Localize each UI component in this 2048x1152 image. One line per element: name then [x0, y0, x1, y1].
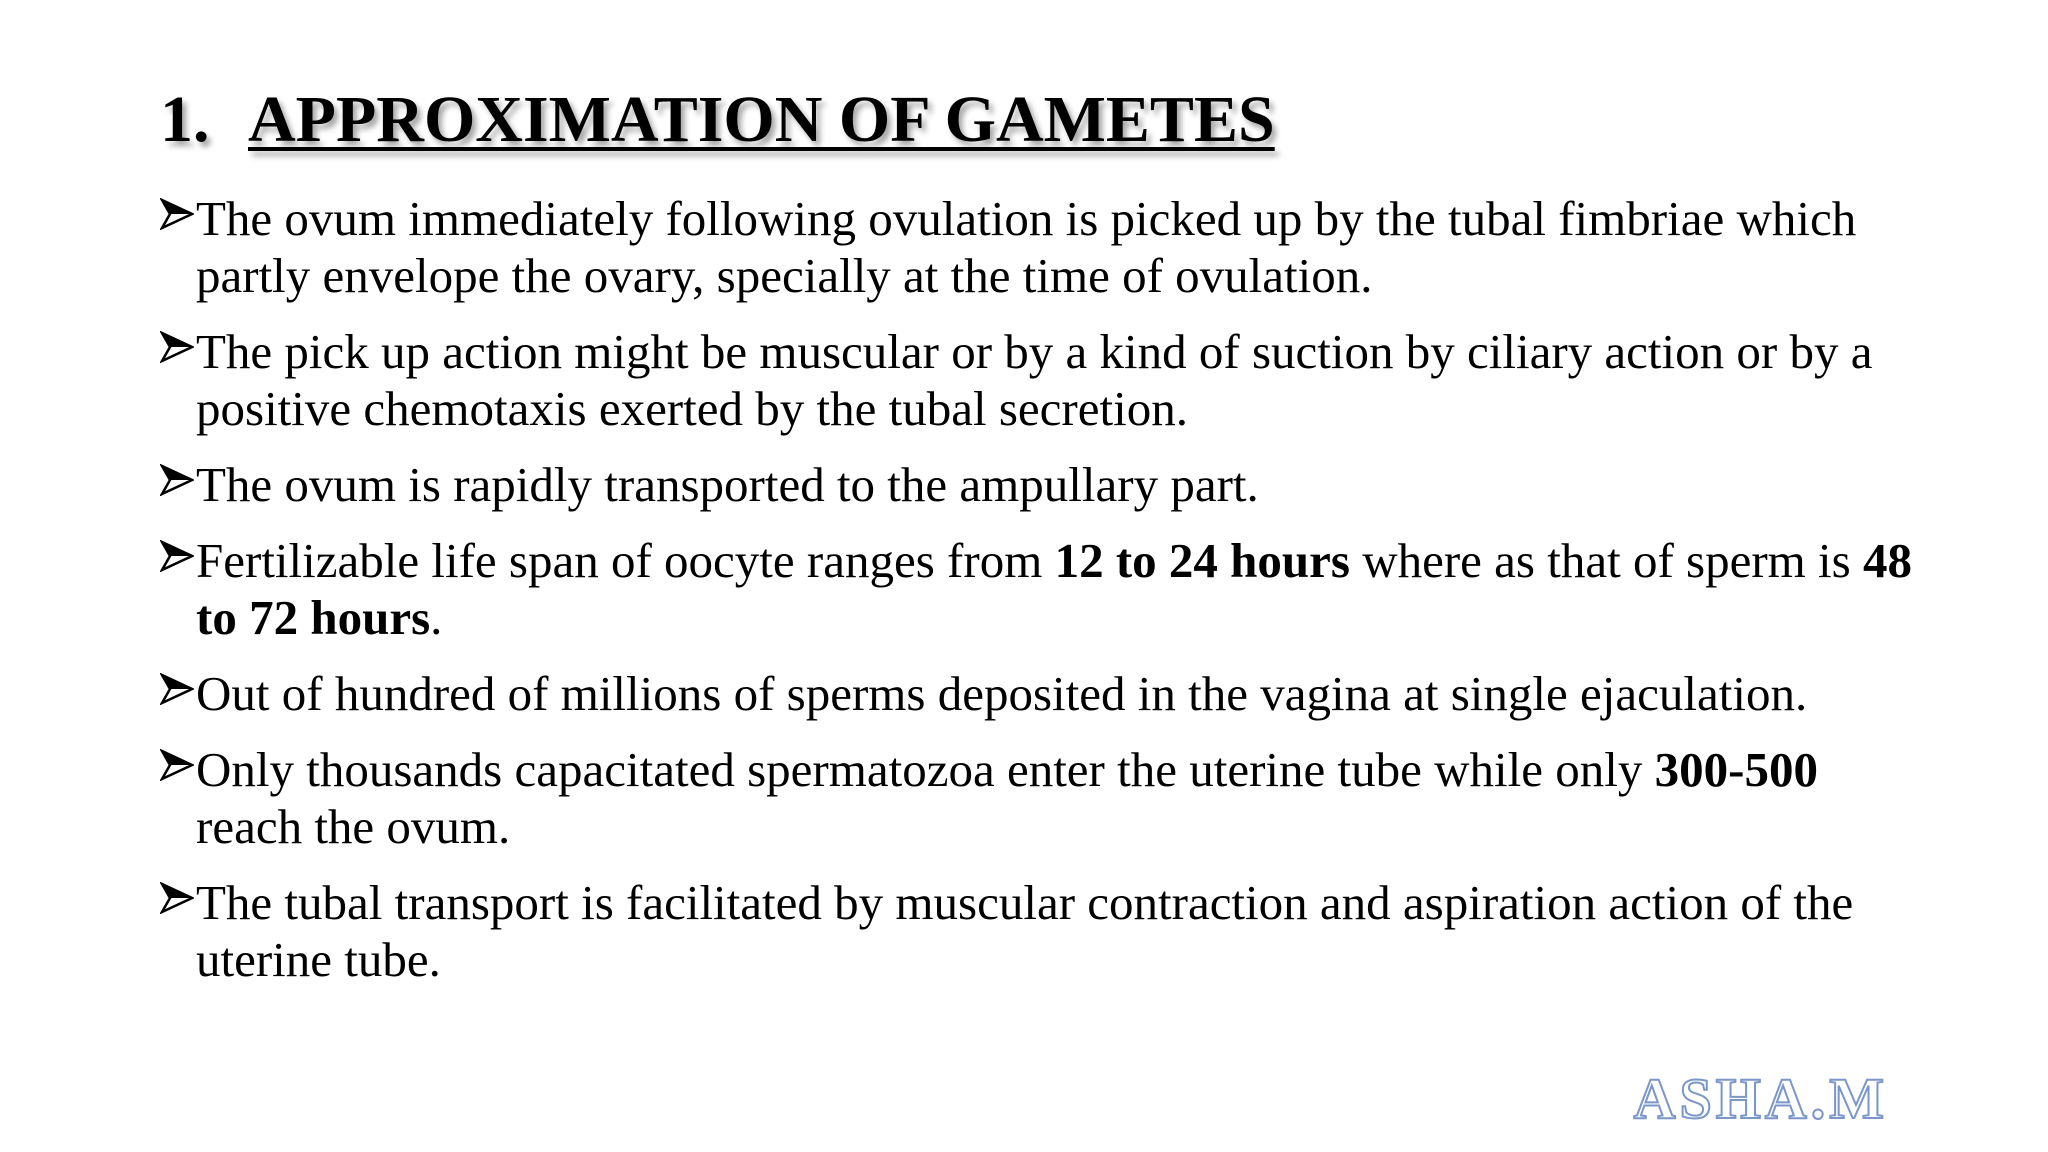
- bullet-item: [160, 741, 1920, 855]
- bullet-emphasis: 300-500: [1654, 742, 1818, 797]
- bullet-text: Fertilizable life span of oocyte ranges from: [196, 533, 1055, 588]
- bullet-item: [160, 323, 1920, 437]
- arrowhead-bullet-icon: [160, 749, 194, 781]
- bullet-text: Only thousands capacitated spermatozoa enter the uterine tube while only: [196, 742, 1655, 797]
- arrowhead-bullet-icon: [160, 198, 194, 230]
- arrowhead-bullet-icon: [160, 540, 194, 572]
- bullet-item: [160, 456, 1920, 513]
- bullet-item: [160, 532, 1920, 646]
- bullet-text: The tubal transport is facilitated by muscular contraction and aspiration action of the uterine tube.: [196, 875, 1854, 987]
- bullet-item: [160, 665, 1920, 722]
- bullet-text: .: [430, 590, 443, 645]
- arrowhead-bullet-icon: [160, 464, 194, 496]
- slide-title: [160, 84, 1275, 157]
- title-number: 1.: [160, 83, 210, 156]
- watermark: ASHA.M: [1633, 1066, 1888, 1131]
- arrowhead-bullet-icon: [160, 673, 194, 705]
- bullet-text: The ovum is rapidly transported to the ampullary part.: [196, 457, 1259, 512]
- bullet-text: The ovum immediately following ovulation is picked up by the tubal fimbriae which partly envelope the ovary, specially at the time of ovulation.: [196, 191, 1857, 303]
- arrowhead-bullet-icon: [160, 331, 194, 363]
- bullet-item: [160, 874, 1920, 988]
- bullet-text: The pick up action might be muscular or by a kind of suction by ciliary action or by a positive chemotaxis exerted by the tubal secretion.: [196, 324, 1873, 436]
- bullet-text: reach the ovum.: [196, 799, 511, 854]
- bullet-item: [160, 190, 1920, 304]
- title-text: APPROXIMATION OF GAMETES: [248, 83, 1275, 156]
- bullet-emphasis: 12 to 24 hours: [1054, 533, 1350, 588]
- bullet-text: Out of hundred of millions of sperms deposited in the vagina at single ejaculation.: [196, 666, 1808, 721]
- bullet-list: [160, 190, 1920, 1007]
- bullet-text: where as that of sperm is: [1349, 533, 1863, 588]
- bullet-emphasis: 48 to 72 hours: [196, 533, 1912, 645]
- arrowhead-bullet-icon: [160, 882, 194, 914]
